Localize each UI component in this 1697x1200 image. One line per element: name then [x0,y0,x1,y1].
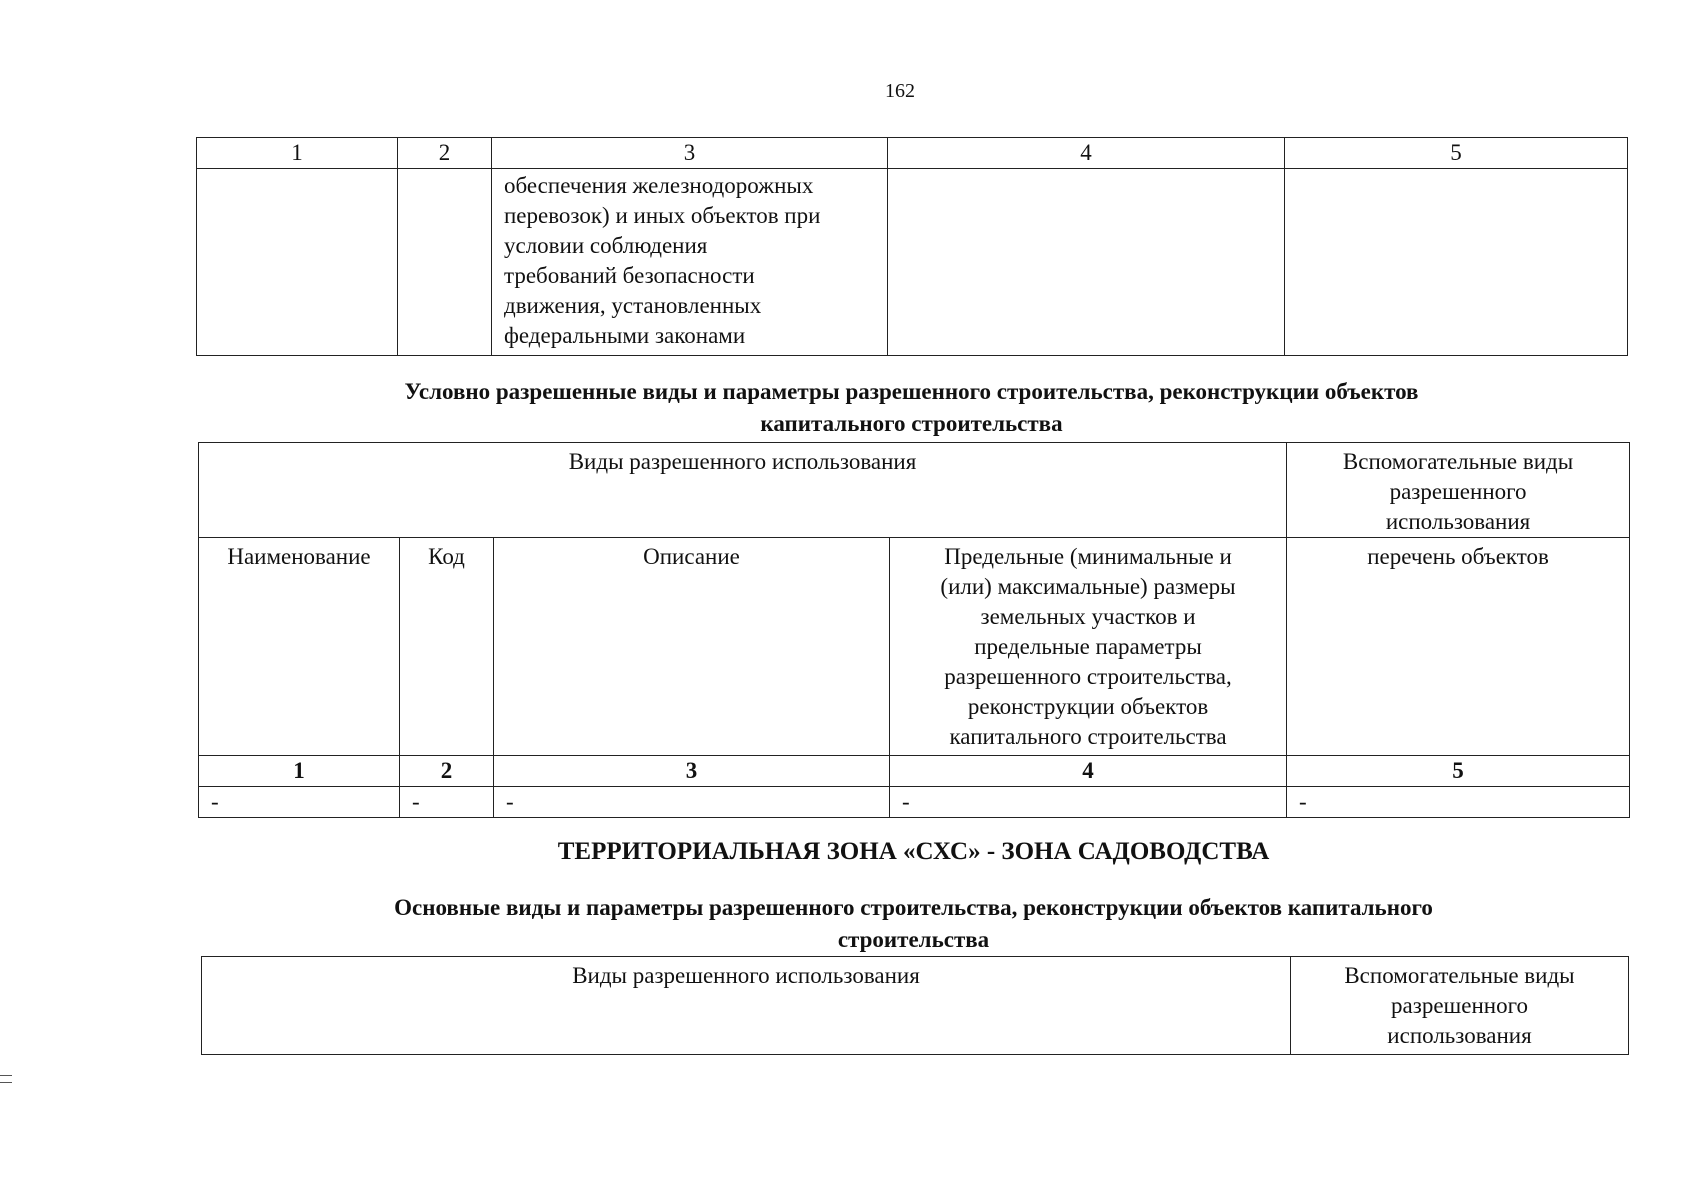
header-line: (или) максимальные) размеры [940,574,1236,599]
column-number-row [199,756,1630,787]
zone-title: ТЕРРИТОРИАЛЬНАЯ ЗОНА «СХС» - ЗОНА САДОВОДСТВА [557,838,1270,865]
description-cell [492,169,888,356]
limits-cell [888,169,1285,356]
page-number: 162 [885,80,915,102]
header-line: Вспомогательные виды [1344,963,1575,988]
table-header-row [197,138,1628,169]
header-line: разрешенного [1391,993,1528,1018]
heading-line: Условно разрешенные виды и параметры разрешенного строительства, реконструкции объектов [404,379,1419,404]
header-line: капитального строительства [949,724,1227,749]
scan-edge-mark [0,1075,12,1083]
column-header-limits [890,538,1287,756]
auxiliary-uses-header [1291,957,1629,1055]
heading-line: капитального строительства [760,411,1063,436]
heading-line: Основные виды и параметры разрешенного строительства, реконструкции объектов капитального [394,895,1433,920]
column-number: 3 [494,756,890,787]
table-row [199,787,1630,818]
table-cell: - [199,787,400,818]
header-line: земельных участков и [980,604,1196,629]
column-number: 3 [492,138,888,169]
main-uses-table [201,956,1629,1055]
column-number: 2 [400,756,494,787]
column-header-code: Код [400,538,494,756]
continuation-table [196,137,1628,356]
column-number: 1 [199,756,400,787]
column-number: 2 [398,138,492,169]
column-number: 1 [197,138,398,169]
section-heading-main [198,892,1629,956]
group-header-row [202,957,1629,1055]
group-header-row [199,443,1630,538]
permitted-uses-header: Виды разрешенного использования [199,443,1287,538]
permitted-uses-header: Виды разрешенного использования [202,957,1291,1055]
header-line: использования [1385,509,1531,534]
column-number: 4 [888,138,1285,169]
description-line: движения, установленных [504,293,762,318]
description-line: требований безопасности [504,263,755,288]
auxiliary-uses-header [1287,443,1630,538]
column-number: 5 [1285,138,1628,169]
header-line: предельные параметры [974,634,1202,659]
column-header-object-list: перечень объектов [1287,538,1630,756]
name-cell [197,169,398,356]
header-line: Предельные (минимальные и [944,544,1232,569]
description-line: обеспечения железнодорожных [504,173,814,198]
header-line: разрешенного [1389,479,1527,504]
heading-line: строительства [837,927,990,952]
section-heading-conditional [196,376,1627,440]
code-cell [398,169,492,356]
header-line: разрешенного строительства, [944,664,1232,689]
column-number: 5 [1287,756,1630,787]
header-line: реконструкции объектов [967,694,1209,719]
column-header-description: Описание [494,538,890,756]
table-cell: - [494,787,890,818]
auxiliary-cell [1285,169,1628,356]
column-header-name: Наименование [199,538,400,756]
column-header-row [199,538,1630,756]
table-cell: - [400,787,494,818]
description-line: условии соблюдения [504,233,708,258]
description-line: перевозок) и иных объектов при [504,203,821,228]
column-number: 4 [890,756,1287,787]
header-line: Вспомогательные виды [1342,449,1574,474]
header-line: использования [1387,1023,1532,1048]
conditional-uses-table [198,442,1630,818]
table-row [197,169,1628,356]
table-cell: - [1287,787,1630,818]
table-cell: - [890,787,1287,818]
description-line: федеральными законами [504,323,746,348]
